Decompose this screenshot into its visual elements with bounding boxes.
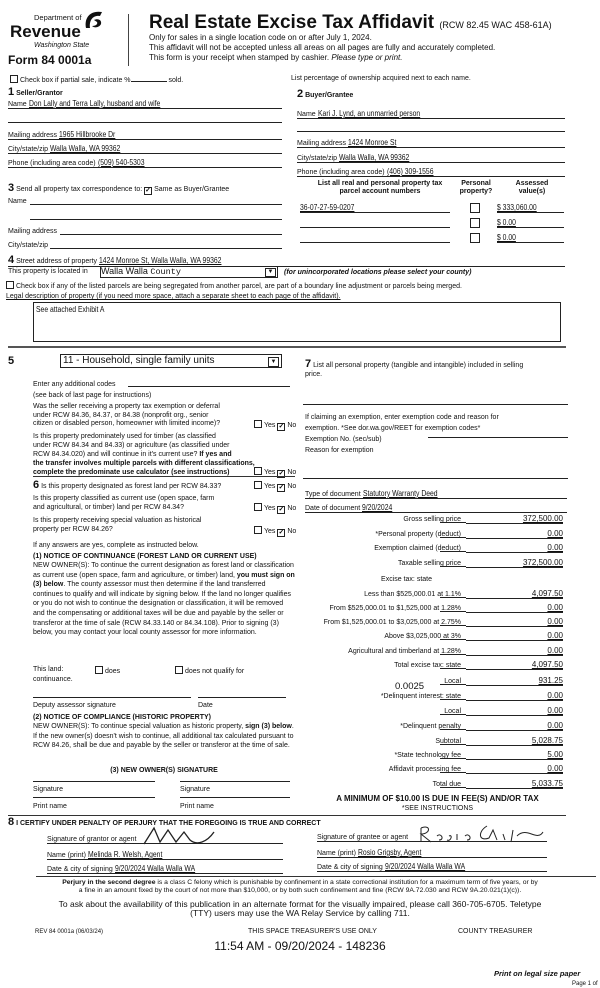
logo-text: Department of <box>34 13 82 22</box>
corr-name-label: Name <box>8 198 27 205</box>
section-divider <box>8 815 566 816</box>
assessed-col-header: Assessed value(s) <box>515 180 549 195</box>
grantee-signature-image <box>417 822 547 844</box>
continuance-label: continuance. <box>33 676 73 683</box>
additional-codes-label: Enter any additional codes <box>33 381 116 388</box>
buyer-phone-field[interactable]: Phone (including area code) (406) 309-1556 <box>297 167 434 176</box>
buyer-mail-field[interactable]: Mailing address 1424 Monroe St <box>297 138 397 147</box>
tax-row-label: Total excise tax: state <box>394 662 461 669</box>
historic-question: Is this property receiving special valuation as historical property per RCW 84.26? <box>33 517 202 533</box>
leader-line <box>440 654 466 655</box>
leader-line <box>440 611 466 612</box>
tax-amount: 0.00 <box>547 543 563 552</box>
partial-sale-checkbox[interactable] <box>10 75 18 83</box>
grantor-signature-image <box>142 824 232 846</box>
notice1-text: NEW OWNER(S): To continue the current designation as forest land or classification as current use (open space, farm and agriculture, or timber) land, you must sign on (3) below. The county assessor must then determine if the land transferred continues to qualify and will indicate by signing below. If the land no longer qualifies or you do not wish to continue the designation or classification, it will be removed and the compensating or additional taxes will be due and payable by the seller or transferor at the time of sale (RCW 84.33.140 or 84.34.108). Prior to signing (3) below, you may contact your local county assessor for more information. <box>33 562 295 637</box>
logo-text: Washington State <box>34 42 90 49</box>
tax-row-label: *State technology fee <box>394 752 461 759</box>
tax-row-value[interactable] <box>466 590 563 599</box>
tax-row-label: Less than $525,000.01 at 1.1% <box>364 591 461 598</box>
leader-line <box>440 551 466 552</box>
does-option: does <box>95 666 120 675</box>
leader-line <box>440 744 466 745</box>
tax-amount: 0.00 <box>547 691 563 700</box>
section5-number: 5 <box>8 355 15 367</box>
tax-row-value[interactable] <box>466 618 563 627</box>
buyer-city-field[interactable]: City/state/zip Walla Walla, WA 99362 <box>297 153 410 162</box>
form-number: Form 84 0001a <box>8 53 92 67</box>
no-checkbox[interactable]: ✓ <box>278 470 285 477</box>
seller-name-field[interactable]: Name Don Lally and Terra Lally, husband and wife <box>8 99 160 108</box>
use-code-select[interactable]: 11 - Household, single family units ▼ <box>60 354 282 368</box>
tax-amount: 372,500.00 <box>522 514 563 523</box>
owner-print-name-field[interactable] <box>180 797 290 798</box>
parcel-number-field[interactable]: 36-07-27-59-0207 <box>300 204 450 213</box>
yes-checkbox[interactable] <box>254 420 262 428</box>
tax-amount: 0.00 <box>547 764 563 773</box>
q5-yes-no: Yes ✓ No <box>254 526 296 537</box>
yes-checkbox[interactable] <box>254 526 262 534</box>
see-instructions: *SEE INSTRUCTIONS <box>401 805 474 812</box>
notice2-title: (2) NOTICE OF COMPLIANCE (HISTORIC PROPERTY) <box>33 714 211 721</box>
print-name-label: Print name <box>180 803 214 810</box>
tax-amount: 0.00 <box>547 529 563 538</box>
reason-label: Reason for exemption <box>305 447 374 454</box>
certification: 8 I CERTIFY UNDER PENALTY OF PERJURY THAT THE FOREGOING IS TRUE AND CORRECT <box>8 816 321 828</box>
buyer-name-field[interactable]: Name Kari J. Lynd, an unmarried person <box>297 109 420 118</box>
tax-amount: 5,028.75 <box>531 736 563 745</box>
new-owner-signature-title: (3) NEW OWNER(S) SIGNATURE <box>110 767 218 774</box>
exemption-question: Was the seller receiving a property tax exemption or deferral under RCW 84.36, 84.37, or 84.38 (nonprofit org., senior citizen or disabled person, homeowner with limited income)? <box>33 403 221 427</box>
assessed-value-field[interactable]: $ 0.00 <box>497 234 564 243</box>
header-note: This form is your receipt when stamped by cashier. Please type or print. <box>149 53 403 62</box>
partial-sale: Check box if partial sale, indicate % sold. <box>10 75 183 84</box>
leader-line <box>440 537 466 538</box>
does-not-checkbox[interactable] <box>175 666 183 674</box>
tax-row-label: Above $3,025,000 at 3% <box>384 633 461 640</box>
no-checkbox[interactable]: ✓ <box>278 423 285 430</box>
tax-row-value[interactable] <box>466 544 563 553</box>
street-address-field[interactable]: 4 Street address of property 1424 Monroe St, Walla Walla, WA 99362 <box>8 255 565 267</box>
tax-row-value[interactable] <box>466 559 563 568</box>
doc-date-field[interactable]: Date of document 9/20/2024 <box>305 504 567 513</box>
tax-row-value[interactable] <box>466 515 563 524</box>
section7-heading: 7 List all personal property (tangible and intangible) included in selling <box>305 358 524 370</box>
chevron-down-icon[interactable]: ▼ <box>265 268 276 277</box>
additional-codes-field[interactable] <box>128 386 290 387</box>
tax-row-label: Exemption claimed (deduct) <box>374 545 461 552</box>
perjury-note: Perjury in the second degree is a class C felony which is punishable by confinement in a state correctional institution for a maximum term of five years, or by <box>62 879 538 886</box>
legal-description-field[interactable]: See attached Exhibit A <box>33 302 561 342</box>
grantee-signature-field[interactable]: Signature of grantee or agent <box>317 834 547 842</box>
tax-row-label: From $525,000.01 to $1,525,000 at 1.28% <box>329 605 461 612</box>
ownership-note: List percentage of ownership acquired next to each name. <box>291 75 471 82</box>
q3-yes-no: Yes ✓ No <box>254 481 296 492</box>
leader-line <box>440 684 466 685</box>
page-title: Real Estate Excise Tax Affidavit (RCW 82.45 WAC 458-61A) <box>149 12 552 33</box>
no-checkbox[interactable]: ✓ <box>278 506 285 513</box>
deputy-label: Deputy assessor signature <box>33 702 116 709</box>
print-note: Print on legal size paper <box>494 969 581 978</box>
tax-row-value[interactable] <box>466 604 563 613</box>
tax-row-label: *Delinquent penalty <box>400 723 461 730</box>
print-name-label: Print name <box>33 803 67 810</box>
leader-line <box>440 787 466 788</box>
q2-yes-no: Yes ✓ No <box>254 467 296 478</box>
assessed-value-field[interactable]: $ 0.00 <box>497 219 564 228</box>
tax-row-label: Total due <box>432 781 461 788</box>
instructions: If any answers are yes, complete as instructed below. <box>33 542 199 549</box>
section3-heading: 3 Send all property tax correspondence to: ✓ Same as Buyer/Grantee <box>8 182 230 194</box>
exemption-no-label: Exemption No. (sec/sub) <box>305 436 382 443</box>
seller-city-field[interactable]: City/state/zip Walla Walla, WA 99362 <box>8 144 121 153</box>
tax-row-label: Subtotal <box>435 738 461 745</box>
tax-amount: 4,097.50 <box>531 660 563 669</box>
same-as-buyer-checkbox[interactable]: ✓ <box>145 187 152 194</box>
leader-line <box>440 729 466 730</box>
yes-checkbox[interactable] <box>254 503 262 511</box>
doc-type-field[interactable]: Type of document Statutory Warranty Deed <box>305 490 567 499</box>
tax-row-label: Agricultural and timberland at 1.28% <box>348 648 461 655</box>
parcel-number-field[interactable] <box>300 234 450 243</box>
personal-property-checkbox[interactable] <box>470 203 480 213</box>
cashier-stamp: 11:54 AM - 09/20/2024 - 148236 <box>214 939 386 953</box>
forest-question: 6 Is this property designated as forest land per RCW 84.33? <box>33 479 222 491</box>
seller-mail-field[interactable]: Mailing address 1965 Hillbrooke Dr <box>8 130 116 139</box>
tax-row-value[interactable] <box>466 692 563 701</box>
minimum-due-note: A MINIMUM OF $10.00 IS DUE IN FEE(S) AND/OR TAX <box>336 794 539 803</box>
county-select[interactable]: Walla Walla County ▼ <box>100 266 278 278</box>
tax-row-value[interactable] <box>466 707 563 716</box>
leader-line <box>440 522 466 523</box>
header-note: This affidavit will not be accepted unless all areas on all pages are fully and accurately completed. <box>149 43 496 52</box>
tax-amount: 0.00 <box>547 646 563 655</box>
local-rate: 0.0025 <box>395 681 425 692</box>
signature-label: Signature <box>33 786 63 793</box>
tax-row-value[interactable] <box>466 647 563 656</box>
tax-amount: 0.00 <box>547 617 563 626</box>
tax-amount: 5.00 <box>547 750 563 759</box>
tax-row-value[interactable] <box>466 722 563 731</box>
tax-row-value[interactable] <box>466 661 563 670</box>
personal-col-header: Personal property? <box>459 180 493 195</box>
owner-signature-field[interactable] <box>33 781 155 782</box>
logo-text: Revenue <box>10 22 81 41</box>
grantee-date-field[interactable]: Date & city of signing 9/20/2024 Walla Walla WA <box>317 863 547 872</box>
grantor-date-field[interactable]: Date & city of signing 9/20/2024 Walla Walla WA <box>47 865 283 874</box>
assessed-value-field[interactable]: $ 333,060.00 <box>497 204 564 213</box>
tax-row-label: From $1,525,000.01 to $3,025,000 at 2.75% <box>323 619 461 626</box>
leader-line <box>440 699 466 700</box>
tax-amount: 372,500.00 <box>522 558 563 567</box>
personal-property-field[interactable] <box>303 404 568 405</box>
signature-label: Signature <box>180 786 210 793</box>
chevron-down-icon[interactable]: ▼ <box>268 357 279 367</box>
tax-row-label: Taxable selling price <box>397 560 461 567</box>
tax-row-label: Local <box>444 708 461 715</box>
county-treasurer-label: COUNTY TREASURER <box>458 928 533 935</box>
q4-yes-no: Yes ✓ No <box>254 503 296 514</box>
tax-row-value[interactable] <box>466 530 563 539</box>
no-checkbox[interactable]: ✓ <box>278 529 285 536</box>
leader-line <box>440 639 466 640</box>
tax-row-label: Affidavit processing fee <box>388 766 461 773</box>
tax-row-value[interactable] <box>466 737 563 746</box>
q1-yes-no: Yes ✓ No <box>254 420 296 431</box>
section7-heading-cont: price. <box>305 371 323 378</box>
perjury-note: a fine in an amount fixed by the court of not more than $10,000, or by both such confinement and fine (RCW 9A.72.030 and RCW 9A.20.021(1)(c)). <box>78 887 522 894</box>
this-land-label: This land: <box>33 666 64 673</box>
tax-amount: 0.00 <box>547 603 563 612</box>
segregated-checkbox[interactable] <box>6 281 14 289</box>
parcel-number-field[interactable] <box>300 219 450 228</box>
date-label: Date <box>198 702 213 709</box>
current-use-question: Is this property classified as current use (open space, farm and agricultural, or timber) land per RCW 84.34? <box>33 495 215 511</box>
page-number: Page 1 of <box>572 981 598 987</box>
owner-print-name-field[interactable] <box>33 797 155 798</box>
corr-mail-label: Mailing address <box>8 228 58 235</box>
corr-city-label: City/state/zip <box>8 242 49 249</box>
located-label: This property is located in <box>8 268 88 275</box>
parcel-col-header: List all real and personal property tax parcel account numbers <box>317 180 443 195</box>
accessibility-note: (TTY) users may use the WA Relay Service by calling 711. <box>190 908 410 918</box>
yes-checkbox[interactable] <box>254 467 262 475</box>
tax-row-label: *Personal property (deduct) <box>375 531 461 538</box>
tax-row-label: Gross selling price <box>403 516 461 523</box>
tax-amount: 4,097.50 <box>531 589 563 598</box>
treasurer-use-label: THIS SPACE TREASURER'S USE ONLY <box>248 928 377 935</box>
yes-checkbox[interactable] <box>254 481 262 489</box>
dor-swirl-icon <box>82 8 104 32</box>
deputy-date-field[interactable] <box>198 697 286 698</box>
personal-property-checkbox[interactable] <box>470 218 480 228</box>
grantor-signature-field[interactable]: Signature of grantor or agent <box>47 836 283 844</box>
exemption-no-field[interactable] <box>428 437 568 438</box>
tax-row-label: Excise tax: state <box>381 576 432 583</box>
section-divider <box>36 876 596 877</box>
tax-row-value[interactable] <box>466 677 563 686</box>
leader-line <box>440 758 466 759</box>
does-checkbox[interactable] <box>95 666 103 674</box>
header-divider <box>128 14 129 66</box>
section-divider <box>33 476 295 477</box>
notice2-text: NEW OWNER(S): To continue special valuation as historic property, sign (3) below. If the new owner(s) doesn't wish to continue, all additional tax calculated pursuant to RCW 84.26, shall be due and payable by the seller or transferor at the time of sale. <box>33 723 294 750</box>
notice1-title: (1) NOTICE OF CONTINUANCE (FOREST LAND OR CURRENT USE) <box>33 553 257 560</box>
reason-field[interactable] <box>303 478 568 479</box>
tax-row-value[interactable] <box>466 765 563 774</box>
owner-signature-field[interactable] <box>180 781 290 782</box>
tax-amount: 0.00 <box>547 706 563 715</box>
leader-line <box>440 625 466 626</box>
leader-line <box>440 566 466 567</box>
accessibility-note: To ask about the availability of this publication in an alternate format for the visually impaired, please call 360-705-6705. Teletype <box>58 899 542 909</box>
legal-label: Legal description of property (if you need more space, attach a separate sheet to each page of the affidavit). <box>6 293 341 300</box>
seller-heading: 1 Seller/Grantor <box>8 86 63 98</box>
segregated-row: Check box if any of the listed parcels are being segregated from another parcel, are part of a boundary line adjustment or parcels being merged. <box>6 281 462 290</box>
deputy-signature-field[interactable] <box>33 697 191 698</box>
revision-label: REV 84 0001a (06/03/24) <box>35 929 104 935</box>
tax-row-label: *Delinquent interest: state <box>380 693 461 700</box>
tax-row-label: Local <box>444 678 461 685</box>
exemption-note: exemption. *See dor.wa.gov/REET for exemption codes* <box>305 425 481 432</box>
leader-line <box>440 597 466 598</box>
tax-row-value[interactable] <box>466 751 563 760</box>
exemption-note: If claiming an exemption, enter exemption code and reason for <box>305 414 499 421</box>
does-not-option: does not qualify for <box>175 666 244 675</box>
leader-line <box>440 668 466 669</box>
leader-line <box>440 772 466 773</box>
personal-property-checkbox[interactable] <box>470 233 480 243</box>
tax-amount: 0.00 <box>547 721 563 730</box>
seller-phone-field[interactable]: Phone (including area code) (509) 540-5303 <box>8 158 145 167</box>
buyer-heading: 2 Buyer/Grantee <box>297 88 354 100</box>
grantee-name-field[interactable]: Name (print) Rosio Grigsby, Agent <box>317 849 547 858</box>
grantor-name-field[interactable]: Name (print) Melinda R. Welsh, Agent <box>47 851 283 860</box>
tax-amount: 0.00 <box>547 631 563 640</box>
header-note: Only for sales in a single location code on or after July 1, 2024. <box>149 33 372 42</box>
tax-amount: 5,033.75 <box>531 779 563 788</box>
additional-codes-note: (see back of last page for instructions) <box>33 392 152 399</box>
tax-amount: 931.25 <box>538 676 563 685</box>
timber-question: Is this property predominately used for timber (as classified under RCW 84.34 and 84.33) or agriculture (as classified under RCW 84.34.020) and will continue in it's current use? If yes and the transfer involves multiple parcels with different classifications, complete the predominate use calculator (see instructions) <box>33 433 255 476</box>
no-checkbox[interactable]: ✓ <box>278 484 285 491</box>
county-note: (for unincorporated locations please select your county) <box>284 269 472 276</box>
tax-row-value[interactable] <box>466 780 563 789</box>
leader-line <box>440 714 466 715</box>
tax-row-value[interactable] <box>466 632 563 641</box>
section-divider <box>8 346 566 348</box>
